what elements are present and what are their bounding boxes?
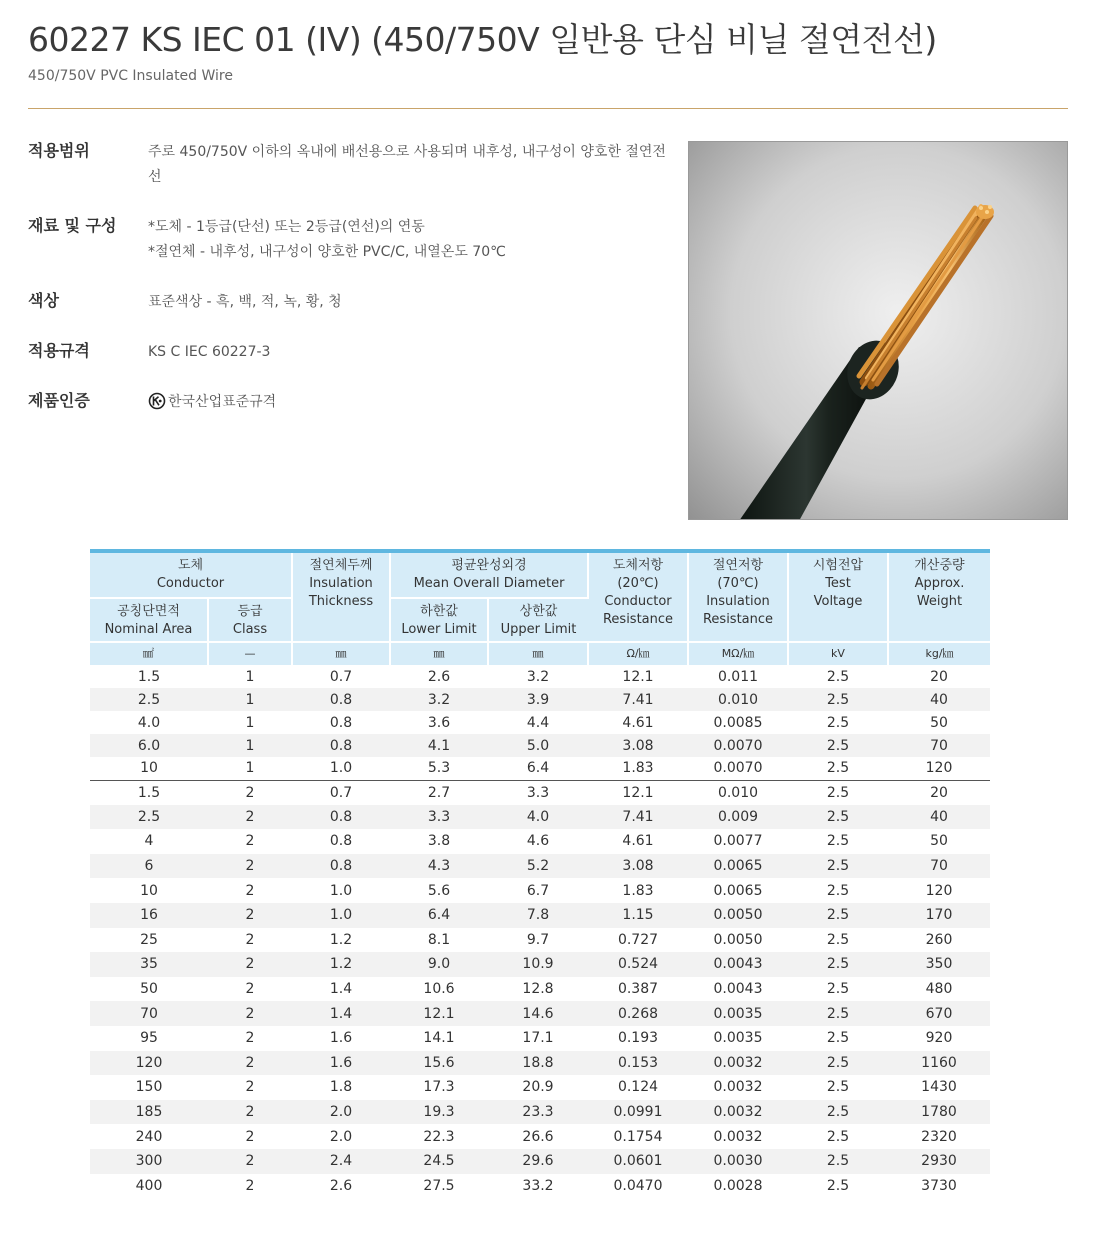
table-cell: 0.0032 [688,1051,788,1076]
table-cell: 2.4 [292,1149,390,1174]
table-cell: 3730 [921,1177,957,1194]
table-cell: 4.61 [622,714,654,731]
table-row [90,665,990,688]
table-cell: 920 [925,1030,953,1047]
header-approx-weight: 개산중량 Approx. Weight [888,553,990,642]
table-cell: 9.0 [390,952,488,977]
header-test-voltage: 시험전압 Test Voltage [788,553,888,642]
table-cell: 0.0028 [713,1177,763,1194]
table-cell: 2.6 [329,1177,353,1194]
table-cell: 1.0 [292,903,390,928]
spec-value: 표준색상 - 흑, 백, 적, 녹, 황, 청 [148,294,342,310]
table-cell: 6 [90,854,208,879]
unit-nominal-area: ㎟ [90,642,208,665]
table-cell: 120 [925,760,953,777]
table-cell: 0.0035 [688,1001,788,1026]
table-cell: 25 [140,931,158,948]
table-cell: 2.5 [788,1001,888,1026]
table-cell: 2.5 [90,688,208,711]
table-cell: 4.6 [526,833,550,850]
header-mean-overall-diameter: 평균완성외경 Mean Overall Diameter [390,553,588,598]
table-cell: 0.8 [292,854,390,879]
table-cell: 2 [208,1100,292,1125]
table-cell: 1.0 [329,882,353,899]
table-row [90,1174,990,1199]
table-row [90,878,990,903]
spec-label: 적용범위 [28,141,90,160]
table-cell: 50 [930,833,948,850]
table-cell: 185 [90,1100,208,1125]
insulated-wire-photo [688,141,1068,520]
table-cell: 2.5 [826,1177,850,1194]
unit-lower-limit: ㎜ [390,642,488,665]
table-cell: 2.5 [826,714,850,731]
table-cell: 2 [208,780,292,805]
table-cell: 1.15 [588,903,688,928]
table-cell: 12.1 [622,668,654,685]
table-cell: 1.2 [329,931,353,948]
table-cell: 3.6 [427,714,451,731]
unit-insulation: ㎜ [292,642,390,665]
table-cell: 3.3 [488,780,588,805]
table-cell: 3.3 [390,805,488,830]
table-cell: 1 [208,688,292,711]
table-cell: 2.5 [826,981,850,998]
table-cell: 15.6 [390,1051,488,1076]
spec-value [148,215,648,265]
spec-value: KS C IEC 60227-3 [148,344,271,360]
table-cell: 0.010 [688,688,788,711]
table-cell: 6.7 [526,882,550,899]
table-cell: 2.0 [292,1100,390,1125]
table-cell: 400 [135,1177,163,1194]
table-cell: 4.0 [137,714,161,731]
table-cell: 0.387 [617,981,659,998]
table-cell: 16 [90,903,208,928]
table-cell: 95 [140,1030,158,1047]
table-cell: 2.5 [826,1128,850,1145]
table-row [90,829,990,854]
certification-text: 한국산업표준규격 [168,394,277,410]
table-cell: 0.1754 [613,1128,663,1145]
table-cell: 14.1 [423,1030,455,1047]
table-cell: 2 [245,1079,255,1096]
table-cell: 2.5 [826,833,850,850]
table-cell: 6.0 [90,734,208,757]
table-cell: 0.7 [329,668,353,685]
table-row [90,1051,990,1076]
table-cell: 0.0065 [688,854,788,879]
unit-class: — [208,642,292,665]
table-row [90,977,990,1002]
table-cell: 2 [245,981,255,998]
table-cell: 6.4 [526,760,550,777]
table-cell: 2 [208,1051,292,1076]
table-cell: 0.009 [688,805,788,830]
table-cell: 4.61 [622,833,654,850]
table-cell: 1 [245,760,255,777]
table-cell: 1.83 [622,882,654,899]
page-title: 60227 KS IEC 01 (IV) (450/750V 일반용 단심 비닐 절연전선) [28,20,937,59]
table-cell: 0.0043 [713,981,763,998]
table-cell: 120 [925,882,953,899]
spec-label: 색상 [28,291,59,310]
table-cell: 0.0030 [688,1149,788,1174]
table-cell: 0.524 [588,952,688,977]
table-cell: 2.5 [788,1149,888,1174]
header-nominal-area: 공칭단면적 Nominal Area [90,598,208,642]
table-cell: 19.3 [390,1100,488,1125]
table-cell: 0.124 [617,1079,659,1096]
header-class: 등급 Class [208,598,292,642]
table-cell: 2.5 [788,805,888,830]
table-cell: 2 [208,1149,292,1174]
header-conductor-resistance: 도체저항 (20℃) Conductor Resistance [588,553,688,642]
table-cell: 0.0470 [613,1177,663,1194]
spec-value [148,140,666,190]
table-cell: 20 [888,780,990,805]
table-cell: 23.3 [488,1100,588,1125]
table-cell: 1.5 [90,780,208,805]
unit-approx-weight: kg/㎞ [888,642,990,665]
table-cell: 2 [245,882,255,899]
table-row [90,952,990,977]
header-insulation-thickness: 절연체두께 Insulation Thickness [292,553,390,642]
table-cell: 2.5 [788,780,888,805]
table-row [90,757,990,780]
table-cell: 4 [144,833,154,850]
table-cell: 5.6 [427,882,451,899]
table-cell: 22.3 [423,1128,455,1145]
table-row [90,805,990,830]
table-cell: 2.5 [826,760,850,777]
table-cell: 40 [888,688,990,711]
table-row [90,780,990,805]
spec-value-line: 주로 450/750V 이하의 옥내에 배선용으로 사용되며 내후성, 내구성이 양호한 절연전 [148,144,666,160]
table-cell: 240 [135,1128,163,1145]
table-cell: 2.5 [826,882,850,899]
table-cell: 1.83 [622,760,654,777]
table-cell: 260 [925,931,953,948]
spec-value-line: *절연체 - 내후성, 내구성이 양호한 PVC/C, 내열온도 70℃ [148,244,506,260]
table-cell: 2 [245,833,255,850]
table-cell: 10 [140,882,158,899]
table-cell: 1.6 [292,1051,390,1076]
table-cell: 3.8 [427,833,451,850]
table-cell: 33.2 [522,1177,554,1194]
table-cell: 0.0050 [713,931,763,948]
table-cell: 2.5 [826,1079,850,1096]
header-conductor: 도체 Conductor [90,553,292,598]
table-cell: 17.1 [522,1030,554,1047]
table-cell: 0.0077 [713,833,763,850]
table-cell: 0.153 [588,1051,688,1076]
table-cell: 4.4 [526,714,550,731]
table-cell: 6.4 [390,903,488,928]
table-cell: 0.193 [617,1030,659,1047]
table-cell: 35 [90,952,208,977]
table-cell: 2.5 [826,1030,850,1047]
page-subtitle: 450/750V PVC Insulated Wire [28,68,233,84]
table-cell: 2 [208,805,292,830]
table-cell: 480 [925,981,953,998]
table-cell: 0.0032 [713,1079,763,1096]
table-cell: 2.0 [329,1128,353,1145]
table-cell: 50 [930,714,948,731]
table-cell: 1 [208,734,292,757]
header-upper-limit: 상한값 Upper Limit [488,598,588,642]
table-cell: 1.0 [329,760,353,777]
table-cell: 0.0032 [713,1128,763,1145]
table-cell: 40 [888,805,990,830]
table-cell: 0.8 [292,688,390,711]
table-cell: 2930 [888,1149,990,1174]
header-lower-limit: 하한값 Lower Limit [390,598,488,642]
table-cell: 2 [245,1177,255,1194]
table-cell: 7.41 [588,688,688,711]
table-cell: 1 [245,714,255,731]
table-cell: 2.5 [788,952,888,977]
table-cell: 3.2 [390,688,488,711]
table-cell: 0.0032 [688,1100,788,1125]
table-cell: 0.7 [292,780,390,805]
table-cell: 12.1 [390,1001,488,1026]
table-cell: 2 [208,1001,292,1026]
ks-certification-icon [148,392,166,419]
table-cell: 2 [245,931,255,948]
table-cell: 7.8 [488,903,588,928]
table-cell: 2 [245,1030,255,1047]
table-cell: 2.5 [788,1051,888,1076]
table-cell: 3.9 [488,688,588,711]
table-row [90,1100,990,1125]
table-cell: 50 [140,981,158,998]
table-cell: 4.1 [390,734,488,757]
table-cell: 2.5 [788,688,888,711]
table-cell: 1.2 [292,952,390,977]
table-cell: 10.9 [488,952,588,977]
unit-insulation-resistance: MΩ/㎞ [688,642,788,665]
table-cell: 0.0991 [588,1100,688,1125]
table-cell: 18.8 [488,1051,588,1076]
table-row [90,711,990,734]
table-cell: 0.0065 [713,882,763,899]
table-row [90,734,990,757]
table-cell: 1.4 [292,1001,390,1026]
spec-table [90,549,990,1198]
table-cell: 2.6 [427,668,451,685]
table-cell: 0.268 [588,1001,688,1026]
table-cell: 0.8 [329,833,353,850]
table-cell: 17.3 [423,1079,455,1096]
table-row [90,1149,990,1174]
table-cell: 0.8 [329,714,353,731]
table-cell: 70 [888,854,990,879]
table-cell: 2.5 [788,903,888,928]
table-cell: 5.0 [488,734,588,757]
table-cell: 170 [888,903,990,928]
table-cell: 670 [888,1001,990,1026]
header-insulation-resistance: 절연저항 (70℃) Insulation Resistance [688,553,788,642]
table-cell: 1430 [921,1079,957,1096]
table-cell: 300 [90,1149,208,1174]
table-cell: 350 [888,952,990,977]
spec-label: 재료 및 구성 [28,216,117,235]
table-cell: 70 [90,1001,208,1026]
table-body-class1 [90,665,990,780]
table-cell: 0.0050 [688,903,788,928]
table-cell: 2.5 [826,931,850,948]
table-row [90,1026,990,1051]
table-cell: 2.7 [390,780,488,805]
table-row [90,1124,990,1149]
table-cell: 1 [245,668,255,685]
spec-value-line: 선 [148,169,162,185]
spec-value-line: *도체 - 1등급(단선) 또는 2등급(연선)의 연동 [148,219,425,235]
table-cell: 27.5 [423,1177,455,1194]
table-cell: 2320 [921,1128,957,1145]
table-cell: 0.0070 [713,760,763,777]
table-cell: 0.0070 [688,734,788,757]
table-cell: 12.8 [522,981,554,998]
table-cell: 2 [245,1128,255,1145]
table-cell: 24.5 [390,1149,488,1174]
title-divider [28,108,1068,109]
table-row [90,854,990,879]
table-cell: 14.6 [488,1001,588,1026]
table-cell: 7.41 [588,805,688,830]
table-cell: 0.8 [292,734,390,757]
spec-value [148,390,648,419]
table-row [90,1075,990,1100]
table-cell: 0.0085 [713,714,763,731]
table-cell: 3.08 [588,734,688,757]
table-cell: 0.0601 [588,1149,688,1174]
table-cell: 0.0043 [688,952,788,977]
table-body-class2 [90,780,990,1198]
table-cell: 26.6 [522,1128,554,1145]
table-cell: 0.0035 [713,1030,763,1047]
spec-label: 제품인증 [28,391,90,410]
table-row [90,903,990,928]
table-cell: 4.0 [488,805,588,830]
table-cell: 2.5 [788,734,888,757]
table-cell: 1.5 [137,668,161,685]
table-cell: 2 [208,952,292,977]
table-cell: 1.8 [329,1079,353,1096]
table-cell: 3.2 [526,668,550,685]
table-row [90,1001,990,1026]
spec-label: 적용규격 [28,341,90,360]
table-cell: 9.7 [526,931,550,948]
table-cell: 1780 [888,1100,990,1125]
table-cell: 5.3 [427,760,451,777]
table-cell: 120 [90,1051,208,1076]
table-cell: 0.8 [292,805,390,830]
table-cell: 20 [930,668,948,685]
table-cell: 2 [208,854,292,879]
table-cell: 0.011 [717,668,759,685]
table-cell: 29.6 [488,1149,588,1174]
table-row [90,928,990,953]
table-cell: 12.1 [588,780,688,805]
table-cell: 1.6 [329,1030,353,1047]
table-cell: 2.5 [788,854,888,879]
table-cell: 0.010 [688,780,788,805]
table-cell: 150 [135,1079,163,1096]
table-cell: 2.5 [90,805,208,830]
table-cell: 10 [140,760,158,777]
table-cell: 1.4 [329,981,353,998]
table-cell: 8.1 [427,931,451,948]
table-cell: 0.727 [617,931,659,948]
table-cell: 1160 [888,1051,990,1076]
unit-test-voltage: kV [788,642,888,665]
table-cell: 2.5 [826,668,850,685]
unit-upper-limit: ㎜ [488,642,588,665]
table-cell: 20.9 [522,1079,554,1096]
table-cell: 2 [208,903,292,928]
table-cell: 10.6 [423,981,455,998]
table-row [90,688,990,711]
table-cell: 4.3 [390,854,488,879]
unit-conductor-resistance: Ω/㎞ [588,642,688,665]
table-cell: 5.2 [488,854,588,879]
table-cell: 3.08 [588,854,688,879]
table-cell: 70 [888,734,990,757]
table-cell: 2.5 [788,1100,888,1125]
